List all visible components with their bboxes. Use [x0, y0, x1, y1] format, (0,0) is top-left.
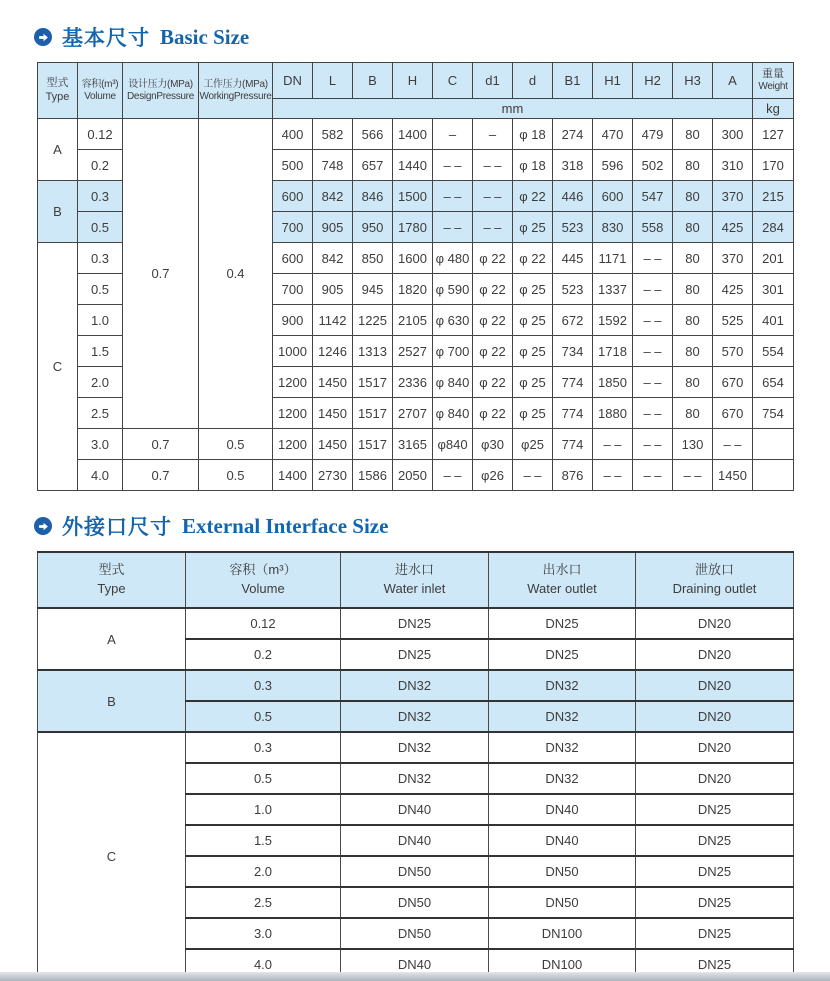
- inlet-cell: DN25: [341, 608, 489, 639]
- table-cell: φ 22: [473, 305, 513, 336]
- inlet-cell: DN32: [341, 732, 489, 763]
- table-cell: 1313: [353, 336, 393, 367]
- table-cell: 905: [313, 274, 353, 305]
- table-cell: φ 25: [513, 398, 553, 429]
- volume-cell: 3.0: [78, 429, 123, 460]
- table-cell: 470: [593, 119, 633, 150]
- drain-cell: DN20: [636, 701, 794, 732]
- volume-cell: 2.0: [186, 856, 341, 887]
- table-cell: – –: [633, 398, 673, 429]
- table-cell: 274: [553, 119, 593, 150]
- table-cell: φ840: [433, 429, 473, 460]
- table-cell: φ 22: [473, 367, 513, 398]
- table-cell: 80: [673, 212, 713, 243]
- table-cell: 318: [553, 150, 593, 181]
- table-cell: 1450: [313, 367, 353, 398]
- table-cell: 582: [313, 119, 353, 150]
- table-cell: 523: [553, 212, 593, 243]
- outlet-cell: DN50: [489, 887, 636, 918]
- volume-cell: 0.3: [186, 670, 341, 701]
- table-cell: φ 25: [513, 305, 553, 336]
- col-header-weight: [753, 63, 794, 99]
- table-cell: 700: [273, 274, 313, 305]
- table-cell: 554: [753, 336, 794, 367]
- table-cell: 310: [713, 150, 753, 181]
- volume-cell: 0.2: [78, 150, 123, 181]
- table-cell: 1592: [593, 305, 633, 336]
- col-header-type: [38, 552, 186, 608]
- table-cell: 842: [313, 181, 353, 212]
- volume-cell: 2.5: [186, 887, 341, 918]
- table-cell: – –: [633, 460, 673, 491]
- table-cell: φ 25: [513, 274, 553, 305]
- table-cell: 1171: [593, 243, 633, 274]
- volume-cell: 2.0: [78, 367, 123, 398]
- table-cell: 842: [313, 243, 353, 274]
- table-cell: 672: [553, 305, 593, 336]
- table-cell: 1586: [353, 460, 393, 491]
- type-cell-b: B: [38, 181, 78, 243]
- table-cell: 1517: [353, 429, 393, 460]
- table-cell: 547: [633, 181, 673, 212]
- table-cell: – –: [633, 336, 673, 367]
- col-header-volume-zh: 容积(m³): [81, 78, 119, 90]
- col-header-type-en: Type: [45, 90, 70, 103]
- volume-cell: 0.5: [186, 701, 341, 732]
- volume-cell: 1.5: [186, 825, 341, 856]
- table-cell: –: [433, 119, 473, 150]
- drain-cell: DN20: [636, 670, 794, 701]
- outlet-cell: DN32: [489, 701, 636, 732]
- table-cell: 500: [273, 150, 313, 181]
- table-cell: – –: [633, 274, 673, 305]
- table-cell: 596: [593, 150, 633, 181]
- col-header-outlet-en: Water outlet: [527, 581, 597, 596]
- table-cell: 80: [673, 305, 713, 336]
- table-cell: 1517: [353, 367, 393, 398]
- table-cell: 1000: [273, 336, 313, 367]
- drain-cell: DN25: [636, 887, 794, 918]
- drain-cell: DN20: [636, 608, 794, 639]
- table-cell: 600: [273, 181, 313, 212]
- design-pressure-merged-cell: 0.7: [123, 119, 199, 429]
- outlet-cell: DN25: [489, 639, 636, 670]
- section-title-zh: 外接口尺寸: [62, 516, 172, 539]
- col-header-h3: H3: [673, 63, 713, 99]
- outlet-cell: DN40: [489, 825, 636, 856]
- inlet-cell: DN32: [341, 670, 489, 701]
- unit-mm-header: mm: [273, 99, 753, 119]
- type-cell-c: C: [38, 732, 186, 980]
- table-cell: – –: [633, 305, 673, 336]
- table-cell: φ 25: [513, 336, 553, 367]
- table-cell: 80: [673, 336, 713, 367]
- col-header-h1: H1: [593, 63, 633, 99]
- table-cell: 2336: [393, 367, 433, 398]
- table-cell: 1450: [313, 398, 353, 429]
- table-cell: 1820: [393, 274, 433, 305]
- table-cell: 566: [353, 119, 393, 150]
- table-cell: 570: [713, 336, 753, 367]
- table-cell: 600: [273, 243, 313, 274]
- col-header-b: B: [353, 63, 393, 99]
- table-cell: 445: [553, 243, 593, 274]
- table-cell: 1440: [393, 150, 433, 181]
- table-cell: – –: [473, 150, 513, 181]
- col-header-weight-en: Weight: [758, 81, 788, 93]
- table-cell: [753, 429, 794, 460]
- col-header-volume: [78, 63, 123, 119]
- table-cell: 446: [553, 181, 593, 212]
- section-title-en: Basic Size: [160, 24, 250, 49]
- table-cell: 748: [313, 150, 353, 181]
- col-header-inlet-en: Water inlet: [383, 581, 446, 596]
- table-cell: – –: [673, 460, 713, 491]
- table-cell: φ25: [513, 429, 553, 460]
- table-cell: 80: [673, 119, 713, 150]
- basic-size-table: [37, 62, 794, 491]
- col-header-working-pressure: [199, 63, 273, 119]
- design-pressure-cell: 0.7: [123, 429, 199, 460]
- table-cell: – –: [633, 367, 673, 398]
- table-cell: φ30: [473, 429, 513, 460]
- outlet-cell: DN32: [489, 732, 636, 763]
- table-row: [38, 429, 794, 460]
- col-header-a: A: [713, 63, 753, 99]
- table-cell: – –: [713, 429, 753, 460]
- table-cell: 734: [553, 336, 593, 367]
- table-cell: – –: [433, 460, 473, 491]
- col-header-inlet-zh: 进水口: [394, 562, 434, 578]
- table-cell: 905: [313, 212, 353, 243]
- table-cell: φ 22: [473, 243, 513, 274]
- inlet-cell: DN40: [341, 794, 489, 825]
- table-cell: – –: [513, 460, 553, 491]
- col-header-working-zh: 工作压力(MPa): [203, 78, 268, 90]
- inlet-cell: DN25: [341, 639, 489, 670]
- table-cell: φ26: [473, 460, 513, 491]
- col-header-b1: B1: [553, 63, 593, 99]
- table-cell: φ 22: [473, 336, 513, 367]
- table-cell: 1400: [273, 460, 313, 491]
- volume-cell: 0.12: [78, 119, 123, 150]
- working-pressure-merged-cell: 0.4: [199, 119, 273, 429]
- design-pressure-cell: 0.7: [123, 460, 199, 491]
- volume-cell: 0.5: [78, 212, 123, 243]
- table-cell: 850: [353, 243, 393, 274]
- table-cell: 1200: [273, 398, 313, 429]
- table-cell: 425: [713, 274, 753, 305]
- table-cell: 670: [713, 367, 753, 398]
- table-cell: φ 18: [513, 119, 553, 150]
- type-cell-b: B: [38, 670, 186, 732]
- col-header-type-en: Type: [97, 581, 126, 596]
- inlet-cell: DN40: [341, 949, 489, 980]
- table-cell: 201: [753, 243, 794, 274]
- table-cell: 300: [713, 119, 753, 150]
- table-row: [38, 608, 794, 639]
- table-cell: 1718: [593, 336, 633, 367]
- table-cell: 1500: [393, 181, 433, 212]
- table-cell: φ 22: [513, 181, 553, 212]
- table-cell: 523: [553, 274, 593, 305]
- table-cell: φ 25: [513, 212, 553, 243]
- table-cell: 80: [673, 367, 713, 398]
- table-cell: 1880: [593, 398, 633, 429]
- unit-kg-header: kg: [753, 99, 794, 119]
- working-pressure-cell: 0.5: [199, 460, 273, 491]
- type-cell-a: A: [38, 608, 186, 670]
- col-header-outlet-zh: 出水口: [542, 562, 582, 578]
- volume-cell: 3.0: [186, 918, 341, 949]
- col-header-d: d: [513, 63, 553, 99]
- table-cell: 215: [753, 181, 794, 212]
- table-cell: 80: [673, 150, 713, 181]
- section-title-en: External Interface Size: [182, 513, 389, 538]
- table-cell: 754: [753, 398, 794, 429]
- table-cell: 876: [553, 460, 593, 491]
- table-cell: 1400: [393, 119, 433, 150]
- col-header-design-en: DesignPressure: [127, 90, 194, 102]
- table-cell: – –: [633, 429, 673, 460]
- table-cell: φ 25: [513, 367, 553, 398]
- drain-cell: DN20: [636, 732, 794, 763]
- table-cell: 400: [273, 119, 313, 150]
- inlet-cell: DN32: [341, 763, 489, 794]
- col-header-volume-en: Volume: [84, 90, 116, 102]
- table-cell: 1200: [273, 367, 313, 398]
- volume-cell: 2.5: [78, 398, 123, 429]
- outlet-cell: DN100: [489, 918, 636, 949]
- table-cell: 370: [713, 243, 753, 274]
- volume-cell: 0.5: [186, 763, 341, 794]
- table-cell: φ 22: [513, 243, 553, 274]
- table-cell: 127: [753, 119, 794, 150]
- table-cell: φ 480: [433, 243, 473, 274]
- col-header-design-pressure: [123, 63, 199, 119]
- table-cell: 1450: [313, 429, 353, 460]
- table-cell: 1200: [273, 429, 313, 460]
- table-cell: 502: [633, 150, 673, 181]
- table-cell: 2527: [393, 336, 433, 367]
- table-cell: 700: [273, 212, 313, 243]
- table-cell: 657: [353, 150, 393, 181]
- outlet-cell: DN100: [489, 949, 636, 980]
- table-cell: 525: [713, 305, 753, 336]
- table-cell: 479: [633, 119, 673, 150]
- table-cell: 1142: [313, 305, 353, 336]
- table-cell: 301: [753, 274, 794, 305]
- table-cell: – –: [593, 460, 633, 491]
- col-header-weight-zh: 重量: [762, 67, 784, 80]
- table-cell: – –: [633, 243, 673, 274]
- table-cell: –: [473, 119, 513, 150]
- type-cell-c: C: [38, 243, 78, 491]
- table-cell: – –: [593, 429, 633, 460]
- table-cell: 425: [713, 212, 753, 243]
- table-cell: 774: [553, 429, 593, 460]
- table-cell: φ 22: [473, 274, 513, 305]
- table-cell: φ 840: [433, 367, 473, 398]
- inlet-cell: DN50: [341, 856, 489, 887]
- table-row: [38, 670, 794, 701]
- table-cell: 950: [353, 212, 393, 243]
- volume-cell: 0.3: [78, 243, 123, 274]
- col-header-dn: DN: [273, 63, 313, 99]
- table-cell: 654: [753, 367, 794, 398]
- table-cell: [753, 460, 794, 491]
- table-cell: 1246: [313, 336, 353, 367]
- drain-cell: DN25: [636, 918, 794, 949]
- table-cell: 945: [353, 274, 393, 305]
- table-row: [38, 732, 794, 763]
- col-header-volume: [186, 552, 341, 608]
- table-cell: – –: [473, 181, 513, 212]
- col-header-draining-outlet: [636, 552, 794, 608]
- col-header-h: H: [393, 63, 433, 99]
- page-bottom-edge: [0, 972, 830, 981]
- volume-cell: 0.2: [186, 639, 341, 670]
- col-header-working-en: WorkingPressure: [199, 90, 272, 102]
- section-title-zh: 基本尺寸: [62, 27, 150, 50]
- drain-cell: DN25: [636, 825, 794, 856]
- table-cell: 600: [593, 181, 633, 212]
- drain-cell: DN20: [636, 639, 794, 670]
- table-cell: 401: [753, 305, 794, 336]
- table-cell: 846: [353, 181, 393, 212]
- col-header-design-zh: 设计压力(MPa): [128, 78, 193, 90]
- outlet-cell: DN32: [489, 670, 636, 701]
- table-cell: 80: [673, 243, 713, 274]
- table-cell: 284: [753, 212, 794, 243]
- table-cell: 1225: [353, 305, 393, 336]
- table-cell: φ 700: [433, 336, 473, 367]
- col-header-type-zh: 型式: [46, 77, 69, 90]
- table-cell: 774: [553, 367, 593, 398]
- table-cell: 2050: [393, 460, 433, 491]
- volume-cell: 0.12: [186, 608, 341, 639]
- col-header-water-outlet: [489, 552, 636, 608]
- col-header-l: L: [313, 63, 353, 99]
- table-cell: φ 18: [513, 150, 553, 181]
- outlet-cell: DN25: [489, 608, 636, 639]
- inlet-cell: DN50: [341, 918, 489, 949]
- table-cell: – –: [433, 181, 473, 212]
- table-row: [38, 460, 794, 491]
- table-cell: φ 840: [433, 398, 473, 429]
- volume-cell: 1.0: [186, 794, 341, 825]
- table-cell: 774: [553, 398, 593, 429]
- volume-cell: 0.5: [78, 274, 123, 305]
- table-cell: – –: [433, 150, 473, 181]
- table-cell: 1517: [353, 398, 393, 429]
- outlet-cell: DN32: [489, 763, 636, 794]
- table-row: [38, 119, 794, 150]
- arrow-bullet-icon: [34, 517, 52, 535]
- volume-cell: 1.5: [78, 336, 123, 367]
- inlet-cell: DN32: [341, 701, 489, 732]
- table-cell: 1780: [393, 212, 433, 243]
- inlet-cell: DN40: [341, 825, 489, 856]
- table-cell: 900: [273, 305, 313, 336]
- outlet-cell: DN40: [489, 794, 636, 825]
- drain-cell: DN20: [636, 763, 794, 794]
- col-header-type-zh: 型式: [98, 562, 125, 578]
- table-cell: 2707: [393, 398, 433, 429]
- table-cell: 1850: [593, 367, 633, 398]
- basic-size-heading: [34, 22, 830, 52]
- table-cell: 2730: [313, 460, 353, 491]
- col-header-h2: H2: [633, 63, 673, 99]
- table-cell: 1450: [713, 460, 753, 491]
- drain-cell: DN25: [636, 949, 794, 980]
- working-pressure-cell: 0.5: [199, 429, 273, 460]
- table-cell: – –: [433, 212, 473, 243]
- table-cell: φ 22: [473, 398, 513, 429]
- volume-cell: 0.3: [186, 732, 341, 763]
- table-cell: 1600: [393, 243, 433, 274]
- drain-cell: DN25: [636, 856, 794, 887]
- table-cell: 80: [673, 274, 713, 305]
- external-interface-heading: [34, 511, 830, 541]
- table-cell: φ 630: [433, 305, 473, 336]
- volume-cell: 0.3: [78, 181, 123, 212]
- col-header-drain-en: Draining outlet: [672, 581, 757, 596]
- volume-cell: 4.0: [186, 949, 341, 980]
- table-cell: 670: [713, 398, 753, 429]
- table-cell: 130: [673, 429, 713, 460]
- table-cell: 170: [753, 150, 794, 181]
- table-cell: 558: [633, 212, 673, 243]
- col-header-volume-zh: 容积（m³）: [229, 562, 297, 578]
- drain-cell: DN25: [636, 794, 794, 825]
- table-cell: 370: [713, 181, 753, 212]
- table-cell: 1337: [593, 274, 633, 305]
- col-header-volume-en: Volume: [241, 581, 285, 596]
- col-header-water-inlet: [341, 552, 489, 608]
- external-interface-table: [37, 551, 794, 981]
- table-cell: 80: [673, 181, 713, 212]
- col-header-d1: d1: [473, 63, 513, 99]
- col-header-c: C: [433, 63, 473, 99]
- volume-cell: 1.0: [78, 305, 123, 336]
- type-cell-a: A: [38, 119, 78, 181]
- arrow-bullet-icon: [34, 28, 52, 46]
- outlet-cell: DN50: [489, 856, 636, 887]
- table-cell: – –: [473, 212, 513, 243]
- table-cell: 3165: [393, 429, 433, 460]
- table-cell: 2105: [393, 305, 433, 336]
- table-cell: 80: [673, 398, 713, 429]
- col-header-drain-zh: 泄放口: [694, 562, 734, 578]
- col-header-type: [38, 63, 78, 119]
- inlet-cell: DN50: [341, 887, 489, 918]
- table-cell: φ 590: [433, 274, 473, 305]
- table-cell: 830: [593, 212, 633, 243]
- volume-cell: 4.0: [78, 460, 123, 491]
